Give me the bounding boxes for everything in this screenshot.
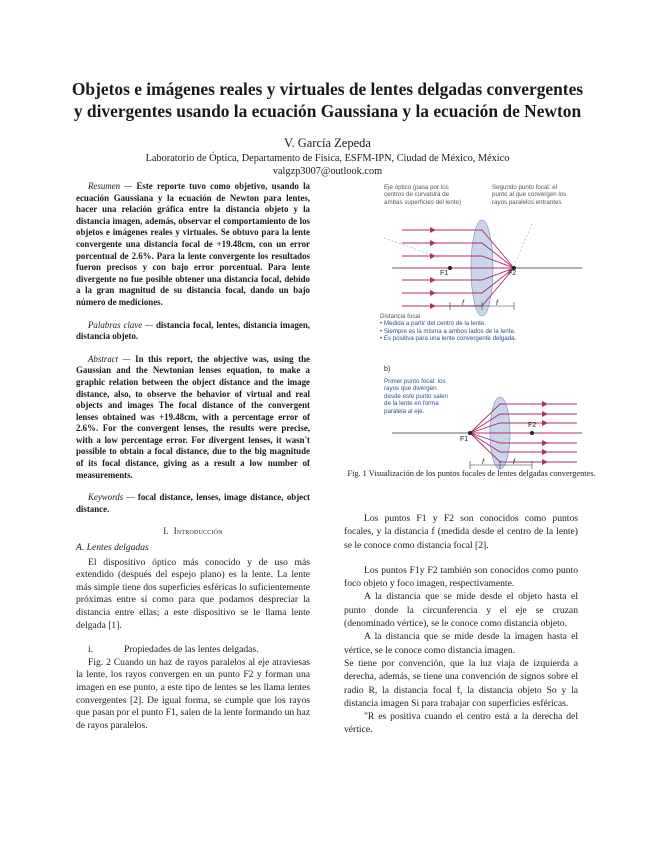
note-optical-axis: Eje óptico (pasa por los centros de curvatura de ambas superficies del lente) [384,184,462,206]
note-first-focal-point: Primer punto focal: los rayos que divergen desde este punto salen de la lente en forma paralela al eje. [384,378,448,415]
rays-a [402,230,517,306]
section-title: Introducción [173,526,223,537]
palabras-text: distancia focal, lentes, distancia imagen, distancia objeto. [76,319,310,342]
list-item-number: i. [88,644,94,656]
abstract-text: In this report, the objective was, using the Gaussian and the Newtonian lenses equation, to make a graphic relation between the object distance and the image distance, also, to observe the behavior of virtual and real objects and images The focal distance of the convergent lenses obtained was +19.48cm, with a percentage error of 2.6%. For the convergent lenses, the results were precise, with a low percentage error. For divergent lenses, it wasn't possible to obtain a focal distance, due to the big magnitude of its focal distance, giving as a result a low number of measurements. [76,353,310,480]
right-paragraph-3: A la distancia que se mide desde el objeto hasta el punto donde la circunferencia y el eje se cruzan (denominado vértice), se le conoce como distancia objeto. [344,591,578,630]
focal-point-f1-a [448,266,452,270]
keywords-text: focal distance, lenses, image distance, object distance. [76,492,311,514]
intro-paragraph-2: Fig. 2 Cuando un haz de rayos paralelos al eje atraviesas la lente, los rayos convergen en un punto F2 y forman una imagen en ese punto, a este tipo de lentes se les llama lentes convergentes [2]. De igual forma, se cumple que los rayos que pasan por el punto F1, salen de la lente formando un haz de rayos paralelos. [76,656,310,731]
note-focal-item-2: • Siempre es la misma a ambos lados de la lente. [380,327,516,335]
paragraph-gap [344,552,578,564]
email: valgzp3007@outlook.com [272,166,383,177]
author: V. García Zepeda [284,136,371,150]
section-heading [76,526,310,538]
label-f1-b: F1 [460,436,469,443]
list-item-text: Propiedades de las lentes delgadas. [124,644,259,656]
panel-label-b: b) [384,366,391,373]
right-column [344,512,578,737]
rays-b [470,404,577,462]
keywords [76,492,310,515]
label-f1-a: F1 [440,270,449,277]
right-paragraph-5: Se tiene por convención, que la luz viaja de izquierda a derecha, además, se tiene una convención de signos sobre el radio R, la distancia focal f, la distancia objeto So y la distancia imagen Si para trabajar con superficies esféricas. [344,657,578,709]
subsection-heading: A. Lentes delgadas [76,542,149,554]
left-column [76,181,310,732]
label-f-a2: f [496,300,498,307]
keywords-label: Keywords — [88,492,135,503]
note-focal-distance [380,313,590,343]
right-paragraph-4: A la distancia que se mide desde la imagen hasta el vértice, se le conoce como distancia imagen. [344,631,578,656]
affiliation-block [0,152,655,178]
list-item [76,644,310,657]
intro-body [76,557,310,733]
resumen-label: Resumen — [88,181,133,191]
right-paragraph-1: Los puntos F1 y F2 son conocidos como puntos focales, y la distancia f (medida desde el centro de la lente) se le conoce como distancia focal [2]. [344,513,578,551]
figure-caption: Fig. 1 Visualización de los puntos focales de lentes delgadas convergentes. [347,469,596,478]
label-f2-b: F2 [528,422,537,429]
focal-distance-marker-a [450,302,514,310]
lens-figure [382,178,592,473]
palabras-label: Palabras clave — [88,319,154,330]
section-number: I. [163,526,169,537]
title-line-2: y divergentes usando la ecuación Gaussiana y la ecuación de Newton [73,101,582,121]
focal-point-f1-b [468,431,472,435]
note-focal-item-1: • Medida a partir del centro de la lente. [380,320,487,328]
resumen-text: Este reporte tuvo como objetivo, usando la ecuación Gaussiana y la ecuación de Newton para lentes, hacer una relación gráfica entre la distancia objeto y la distancia imagen, además, observar el comportamiento de los objetos e imágenes reales y virtuales. Se obtuvo para la lente convergente una distancia focal de +19.48cm, con un error porcentual de 2.6%. Para la lente convergente los resultados fueron precisos y con bajo error porcentual. Para lente divergente no fue posible obtener una distancia focal, debido a la gran magnitud de su distancia focal, dando un bajo número de mediciones. [76,181,310,307]
resumen [76,181,310,309]
note-focal-title: Distancia focal [380,313,421,320]
note-second-focal-point: Segundo punto focal: el punto al que convergen los rayos paralelos entrantes [492,184,567,206]
right-paragraph-2: Los puntos F1y F2 también son conocidos como punto foco objeto y foco imagen, respectivamente. [344,564,578,590]
title-line-1: Objetos e imágenes reales y virtuales de lentes delgadas convergentes [71,79,584,99]
paper-title [40,78,615,122]
affiliation: Laboratorio de Óptica, Departamento de Física, ESFM-IPN, Ciudad de México, México [145,153,510,164]
label-f-b1: f [482,459,484,466]
focus-leader [515,224,532,263]
note-focal-item-3: • Es positiva para una lente convergente delgada. [380,335,517,343]
abstract-label: Abstract — [88,353,131,364]
label-f2-a: F2 [508,270,517,277]
palabras-clave [76,320,310,343]
abstract [76,354,310,482]
label-f-a1: f [462,300,464,307]
right-paragraph-6: "R es positiva cuando el centro está a la derecha del vértice. [344,711,578,736]
intro-paragraph-1: El dispositivo óptico más conocido y de uso más extendido (después del espejo plano) es la lente. La lente más simple tiene dos superficies esféricas lo suficientemente próximas entre sí como para que podamos despreciar la distancia entre ellas; a este dispositivo se le llama lente delgada [1]. [76,556,310,631]
focal-point-f2-b [530,431,534,435]
label-f-b2: f [513,459,515,466]
